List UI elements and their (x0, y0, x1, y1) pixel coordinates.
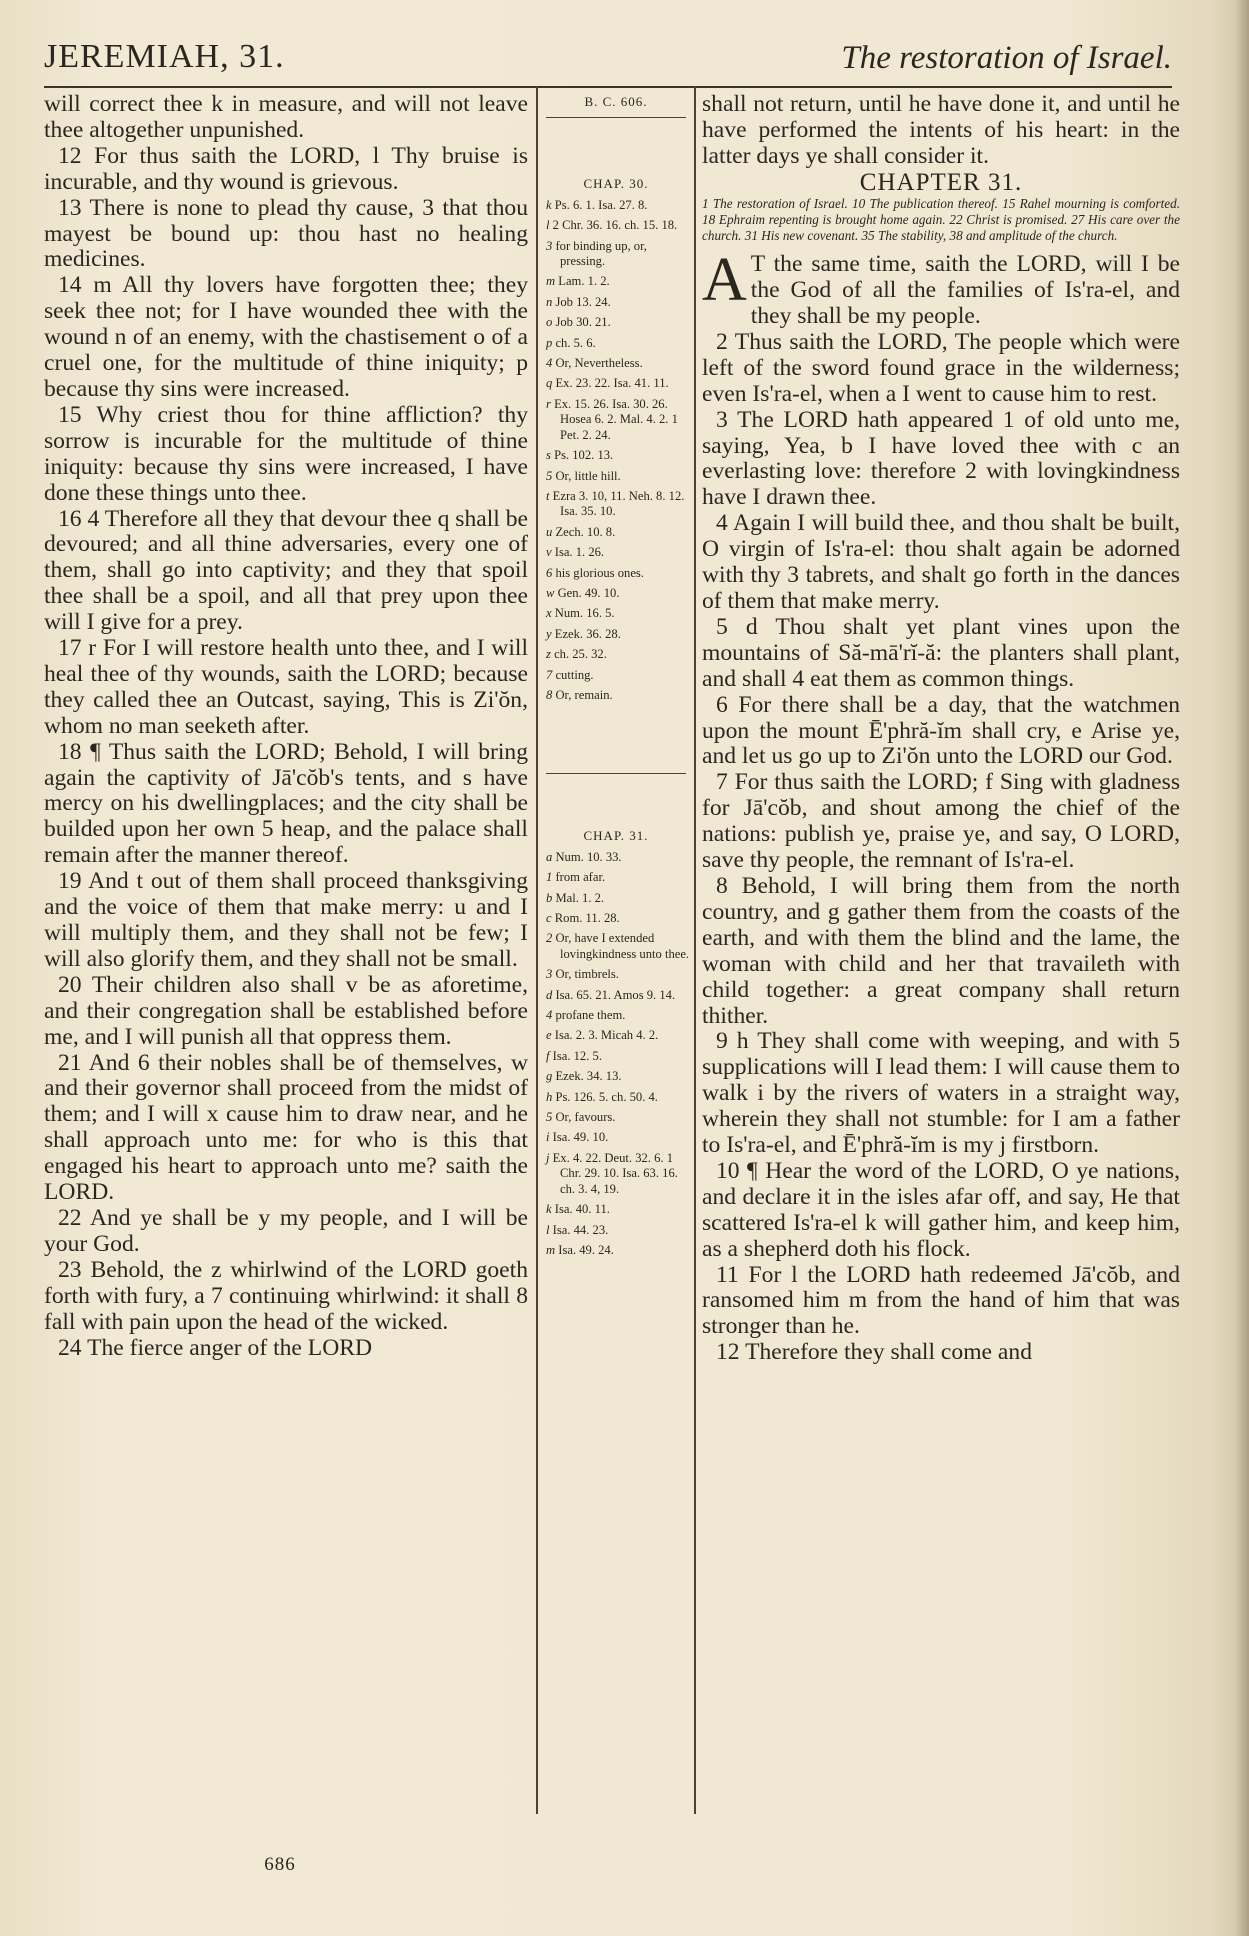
verse-1 (702, 246, 1180, 330)
reference-note (542, 967, 690, 982)
section-title: The restoration of Israel. (841, 40, 1172, 76)
reference-text: Mal. 1. 2. (555, 890, 605, 905)
page-edge-shadow (1235, 0, 1249, 1936)
reference-key: y (546, 626, 552, 641)
chapter-30-label: CHAP. 30. (583, 176, 649, 192)
page-header (44, 36, 1172, 88)
reference-note (542, 1049, 690, 1064)
reference-key: 4 (546, 1008, 553, 1023)
reference-key: 1 (546, 870, 553, 885)
reference-note (542, 489, 690, 520)
chapter-summary: 1 The restoration of Israel. 10 The publication thereof. 15 Rahel mourning is comforted. 18 Ephraim repenting is brought home again. 22 Christ is promised. 27 His care over the church. 31 His new covenant. 35 The stability, 38 and amplitude of the church. (702, 195, 1180, 244)
reference-text: Rom. 11. 28. (554, 911, 620, 925)
reference-key: o (546, 315, 553, 330)
reference-note (542, 525, 690, 540)
verse-paragraph: 15 Why criest thou for thine affliction? thy sorrow is incurable for the multitude of thine iniquity: because thy sins were increased, I have done these things unto thee. (44, 401, 528, 506)
reference-note (542, 295, 690, 310)
reference-text: Or, have I extended lovingkindness unto thee. (555, 931, 690, 961)
reference-text: Ex. 23. 22. Isa. 41. 11. (555, 376, 669, 391)
center-reference-column (542, 94, 690, 1263)
reference-note (542, 668, 690, 683)
verse-paragraph: 17 r For I will restore health unto thee, and I will heal thee of thy wounds, saith the LORD; because they called thee an Outcast, saying, This is Zi'ŏn, whom no man seeketh after. (44, 635, 528, 739)
reference-note (542, 988, 690, 1003)
verse-paragraph: 16 4 Therefore all they that devour thee q shall be devoured; and all thine adversaries, every one of them, shall go into captivity; and they that spoil thee shall be a spoil, and all that prey upon thee will I give for a prey. (44, 505, 528, 636)
reference-text: Isa. 44. 23. (552, 1222, 609, 1237)
margin-rule (546, 773, 686, 774)
reference-note (542, 850, 690, 865)
reference-key: p (546, 335, 553, 350)
reference-key: r (546, 396, 551, 411)
reference-text: Ezra 3. 10, 11. Neh. 8. 12. Isa. 35. 10. (552, 488, 685, 519)
reference-note (542, 1223, 690, 1238)
verse-paragraph: will correct thee k in measure, and will not leave thee altogether unpunished. (44, 91, 528, 143)
reference-key: v (546, 545, 552, 560)
reference-key: b (546, 890, 553, 905)
reference-key: s (546, 448, 551, 463)
reference-key: m (546, 274, 556, 289)
verse-paragraph: 19 And t out of them shall proceed thanksgiving and the voice of them that make merry: u and I will multiply them, and they shall not be few; I will also glorify them, and they shall not be small. (44, 868, 528, 972)
reference-key: w (546, 585, 555, 600)
column-divider-left (536, 86, 538, 1814)
reference-key: c (546, 911, 552, 925)
verse-paragraph: 12 For thus saith the LORD, l Thy bruise is incurable, and thy wound is grievous. (44, 142, 528, 195)
reference-note (542, 627, 690, 642)
reference-note (542, 1069, 690, 1084)
reference-key: z (546, 647, 551, 662)
verse-paragraph: 7 For thus saith the LORD; f Sing with gladness for Jā'cŏb, and shout among the chief of the nations: publish ye, praise ye, and say, O LORD, save thy people, the remnant of Is'ra-el. (702, 769, 1180, 874)
reference-key: j (546, 1150, 550, 1165)
verse-paragraph: 22 And ye shall be y my people, and I will be your God. (44, 1204, 528, 1257)
reference-text: for binding up, or, pressing. (555, 238, 647, 269)
chapter-31-references (542, 850, 690, 1259)
reference-text: Num. 10. 33. (555, 849, 622, 864)
reference-key: 7 (546, 667, 553, 682)
chapter-31-label: CHAP. 31. (583, 828, 649, 844)
reference-key: l (546, 1222, 550, 1237)
chapter-30-references (542, 198, 690, 704)
reference-key: 4 (546, 356, 553, 371)
reference-text: Lam. 1. 2. (558, 274, 610, 289)
reference-key: 8 (546, 687, 553, 702)
reference-note (542, 448, 690, 463)
reference-text: Or, Nevertheless. (555, 356, 643, 371)
reference-text: Ps. 126. 5. ch. 50. 4. (555, 1089, 658, 1104)
reference-key: x (546, 606, 552, 621)
reference-text: Isa. 49. 10. (552, 1130, 609, 1145)
reference-text: his glorious ones. (555, 565, 644, 580)
reference-key: n (546, 294, 553, 309)
reference-text: Isa. 12. 5. (552, 1048, 602, 1063)
reference-note (542, 647, 690, 662)
reference-note (542, 1028, 690, 1043)
reference-key: k (546, 1202, 552, 1217)
reference-note (542, 1008, 690, 1023)
reference-text: Ex. 4. 22. Deut. 32. 6. 1 Chr. 29. 10. Isa. 63. 16. ch. 3. 4, 19. (552, 1150, 678, 1196)
verse-paragraph: 2 Thus saith the LORD, The people which were left of the sword found grace in the wilderness; even Is'ra-el, when a I went to cause him to rest. (702, 328, 1180, 407)
verse-paragraph: 6 For there shall be a day, that the watchmen upon the mount Ē'phră-ĭm shall cry, e Arise ye, and let us go up to Zi'ŏn unto the LORD our God. (702, 691, 1180, 770)
verse-paragraph: 3 The LORD hath appeared 1 of old unto me, saying, Yea, b I have loved thee with c an everlasting love: therefore 2 with lovingkindness have I drawn thee. (702, 406, 1180, 511)
column-divider-right (694, 86, 696, 1814)
reference-note (542, 586, 690, 601)
reference-text: Ezek. 34. 13. (555, 1069, 622, 1084)
reference-note (542, 1151, 690, 1197)
reference-key: a (546, 849, 553, 864)
reference-text: from afar. (555, 870, 606, 885)
reference-text: ch. 25. 32. (554, 647, 607, 662)
verse-paragraph: 21 And 6 their nobles shall be of themselves, w and their governor shall proceed from the midst of them; and I will x cause him to draw near, and he shall approach unto me: for who is this that engaged his heart to approach unto me? saith the LORD. (44, 1049, 528, 1206)
reference-key: l (546, 218, 550, 233)
reference-key: i (546, 1130, 550, 1145)
reference-key: 2 (546, 931, 553, 946)
reference-note (542, 1202, 690, 1217)
reference-text: Or, remain. (555, 687, 613, 702)
verse-paragraph: 12 Therefore they shall come and (716, 1339, 1032, 1366)
reference-text: Isa. 1. 26. (554, 545, 605, 560)
verse-paragraph: 20 Their children also shall v be as aforetime, and their congregation shall be established before me, and I will punish all that oppress them. (44, 971, 528, 1050)
reference-text: Zech. 10. 8. (555, 524, 616, 539)
reference-text: Ex. 15. 26. Isa. 30. 26. Hosea 6. 2. Mal. 4. 2. 1 Pet. 2. 24. (554, 396, 678, 442)
carry-over-text: shall not return, until he have done it, and until he have performed the intents of his heart: in the latter days ye shall consider it. (702, 91, 1180, 169)
reference-key: 5 (546, 1110, 553, 1125)
verse-paragraph: 5 d Thou shalt yet plant vines upon the mountains of Să-mā'rĭ-ă: the planters shall plant, and shall 4 eat them as common things. (702, 613, 1180, 692)
reference-text: Isa. 2. 3. Micah 4. 2. (554, 1028, 659, 1043)
reference-key: q (546, 376, 553, 391)
reference-key: h (546, 1089, 553, 1104)
reference-text: Or, little hill. (555, 468, 621, 483)
reference-text: ch. 5. 6. (555, 335, 596, 350)
margin-rule (546, 117, 686, 118)
verse-paragraph: 13 There is none to plead thy cause, 3 that thou mayest be bound up: thou hast no healing medicines. (44, 194, 528, 273)
reference-note (542, 376, 690, 391)
reference-text: Job 30. 21. (555, 315, 611, 330)
reference-key: 6 (546, 565, 553, 580)
verse-paragraph: 14 m All thy lovers have forgotten thee; they seek thee not; for I have wounded thee with the wound n of an enemy, with the chastisement o of a cruel one, for the multitude of thine iniquity; p because thy sins were increased. (44, 272, 528, 402)
reference-note (542, 606, 690, 621)
reference-key: 3 (546, 967, 553, 982)
chapter-heading: CHAPTER 31. (859, 168, 1023, 196)
reference-text: Or, favours. (555, 1110, 616, 1125)
reference-note (542, 469, 690, 484)
drop-cap: A (702, 246, 747, 315)
reference-key: k (546, 197, 552, 212)
reference-text: Job 13. 24. (555, 294, 611, 309)
reference-note (542, 336, 690, 351)
reference-key: u (546, 524, 553, 539)
era-label: B. C. 606. (584, 94, 648, 109)
reference-text: Isa. 49. 24. (558, 1242, 614, 1257)
reference-text: 2 Chr. 36. 16. ch. 15. 18. (552, 218, 678, 233)
reference-note (542, 1243, 690, 1258)
verse-paragraph: 11 For l the LORD hath redeemed Jā'cŏb, and ransomed him m from the hand of him that was stronger than he. (702, 1261, 1180, 1340)
reference-key: e (546, 1028, 552, 1043)
reference-text: Or, timbrels. (555, 967, 619, 982)
verse-paragraph: 10 ¶ Hear the word of the LORD, O ye nations, and declare it in the isles afar off, and say, He that scattered Is'ra-el k will gather him, and keep him, as a shepherd doth his flock. (702, 1157, 1180, 1262)
reference-text: Gen. 49. 10. (557, 585, 620, 600)
reference-key: d (546, 987, 553, 1002)
reference-text: profane them. (555, 1008, 626, 1023)
page-number: 686 (264, 1854, 296, 1875)
reference-note (542, 218, 690, 233)
reference-note (542, 1090, 690, 1105)
verse-paragraph: 18 ¶ Thus saith the LORD; Behold, I will bring again the captivity of Jā'cŏb's tents, and s have mercy on his dwellingplaces; and the city shall be builded upon her own 5 heap, and the palace shall remain after the manner thereof. (44, 738, 528, 869)
verse-paragraph: 4 Again I will build thee, and thou shalt be built, O virgin of Is'ra-el: thou shalt again be adorned with thy 3 tabrets, and shalt go forth in the dances of them that make merry. (702, 510, 1180, 615)
reference-note (542, 239, 690, 270)
reference-key: 5 (546, 468, 553, 483)
reference-text: Isa. 65. 21. Amos 9. 14. (555, 987, 676, 1002)
left-text-column (44, 92, 528, 1361)
reference-note (542, 566, 690, 581)
book-chapter-title: JEREMIAH, 31. (44, 38, 285, 75)
reference-note (542, 911, 690, 926)
reference-note (542, 356, 690, 371)
reference-text: Isa. 40. 11. (554, 1202, 610, 1217)
reference-key: 3 (546, 238, 553, 253)
reference-note (542, 870, 690, 885)
verse-paragraph: 24 The fierce anger of the LORD (58, 1334, 373, 1361)
reference-text: Ps. 6. 1. Isa. 27. 8. (554, 197, 648, 212)
reference-note (542, 1110, 690, 1125)
reference-key: f (546, 1048, 550, 1063)
reference-note (542, 688, 690, 703)
reference-note (542, 315, 690, 330)
reference-text: Ps. 102. 13. (554, 448, 614, 463)
reference-note (542, 274, 690, 289)
verse-1-text: T the same time, saith the LORD, will I be the God of all the families of Is'ra-el, and they shall be my people. (750, 251, 1180, 330)
right-text-column (702, 92, 1180, 1366)
reference-note (542, 931, 690, 962)
reference-note (542, 1130, 690, 1145)
reference-note (542, 545, 690, 560)
reference-key: t (546, 488, 550, 503)
reference-text: Num. 16. 5. (554, 606, 615, 621)
reference-note (542, 397, 690, 443)
reference-text: cutting. (555, 667, 594, 682)
verse-paragraph: 23 Behold, the z whirlwind of the LORD goeth forth with fury, a 7 continuing whirlwind: it shall 8 fall with pain upon the head of the wicked. (44, 1256, 528, 1335)
reference-note (542, 198, 690, 213)
verse-paragraph: 9 h They shall come with weeping, and with 5 supplications will I lead them: I will cause them to walk i by the rivers of waters in a straight way, wherein they shall not stumble: for I am a father to Is'ra-el, and Ē'phră-ĭm is my j firstborn. (702, 1028, 1180, 1159)
reference-note (542, 891, 690, 906)
reference-key: g (546, 1069, 553, 1084)
reference-key: m (546, 1242, 556, 1257)
verse-paragraph: 8 Behold, I will bring them from the north country, and g gather them from the coasts of the earth, and with them the blind and the lame, the woman with child and her that travaileth with child together: a great company shall return thither. (702, 872, 1180, 1029)
reference-text: Ezek. 36. 28. (554, 626, 621, 641)
